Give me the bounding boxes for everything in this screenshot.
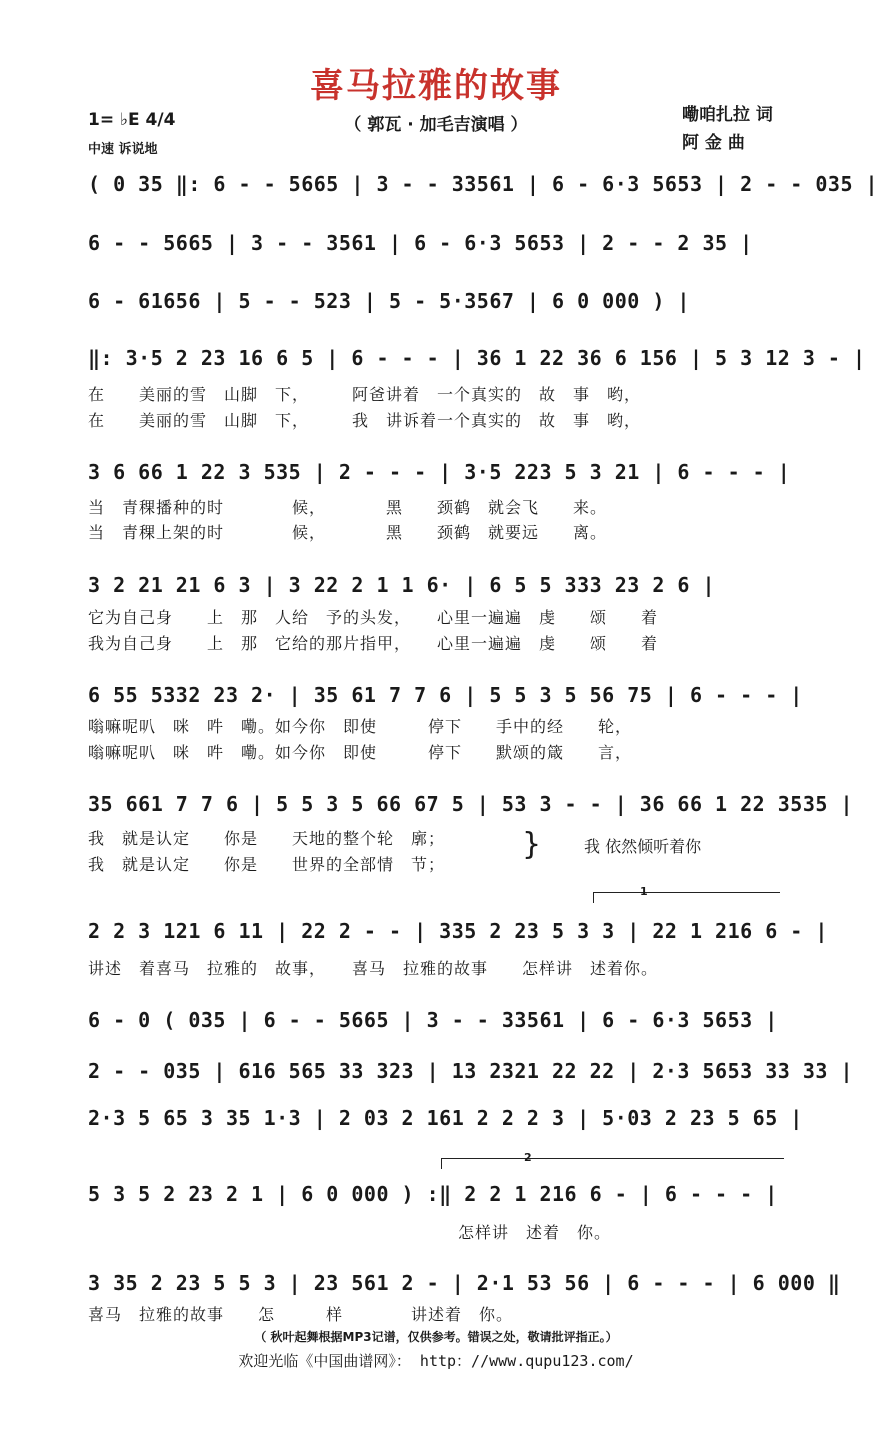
- lyric-line-5b: 当 青稞上架的时 候， 黑 颈鹤 就要远 离。: [88, 523, 608, 542]
- score-line-10: 6 - 0 ( 035 | 6 - - 5665 | 3 - - 33561 | 6 - 6·3 5653 |: [88, 1008, 778, 1032]
- lyric-line-4a: 在 美丽的雪 山脚 下， 阿爸讲着 一个真实的 故 事 哟，: [88, 385, 642, 404]
- lyric-line-7b: 嗡嘛呢叭 咪 吽 嘞。如今你 即使 停下 默颂的箴 言，: [88, 743, 633, 762]
- lyric-line-14: 喜马 拉雅的故事 怎 样 讲述着 你。: [88, 1305, 514, 1324]
- lyric-line-7a: 嗡嘛呢叭 咪 吽 嘞。如今你 即使 停下 手中的经 轮，: [88, 717, 633, 736]
- composer-credit: 阿 金 曲: [682, 133, 745, 153]
- score-line-12: 2·3 5 65 3 35 1·3 | 2 03 2 161 2 2 2 3 | 5·03 2 23 5 65 |: [88, 1106, 803, 1130]
- website-footer: 欢迎光临《中国曲谱网》： http：//www.qupu123.com/: [238, 1352, 634, 1370]
- key-signature: 1= ♭E 4/4: [88, 110, 176, 130]
- volta-number-2: 2: [524, 1151, 532, 1164]
- score-line-7: 6 55 5332 23 2· | 35 61 7 7 6 | 5 5 3 5 56 75 | 6 - - - |: [88, 683, 803, 707]
- lyric-line-13: 怎样讲 述着 你。: [458, 1223, 612, 1242]
- lyric-line-8a: 我 就是认定 你是 天地的整个轮 廓；: [88, 829, 446, 848]
- score-line-2: 6 - - 5665 | 3 - - 3561 | 6 - 6·3 5653 | 2 - - 2 35 |: [88, 231, 753, 255]
- score-line-3: 6 - 61656 | 5 - - 523 | 5 - 5·3567 | 6 0 000 ) |: [88, 289, 690, 313]
- transcription-note: （ 秋叶起舞根据MP3记谱，仅供参考。错误之处，敬请批评指正。）: [254, 1330, 618, 1344]
- lyric-line-8b: 我 就是认定 你是 世界的全部情 节；: [88, 855, 446, 874]
- score-line-13: 5 3 5 2 23 2 1 | 6 0 000 ) :‖ 2 2 1 216 6 - | 6 - - - |: [88, 1182, 778, 1206]
- score-line-14: 3 35 2 23 5 5 3 | 23 561 2 - | 2·1 53 56 | 6 - - - | 6 000 ‖: [88, 1271, 841, 1295]
- lyricist-credit: 嘞咱扎拉 词: [682, 105, 773, 125]
- lyric-line-8c: 我 依然倾听着你: [584, 837, 702, 856]
- volta-bracket-2: [441, 1158, 784, 1169]
- lyric-line-4b: 在 美丽的雪 山脚 下， 我 讲诉着一个真实的 故 事 哟，: [88, 411, 642, 430]
- brace: }: [522, 827, 542, 862]
- volta-bracket-1: [593, 892, 780, 903]
- lyric-line-6b: 我为自己身 上 那 它给的那片指甲， 心里一遍遍 虔 颂 着: [88, 634, 659, 653]
- tempo-marking: 中速 诉说地: [88, 142, 158, 157]
- lyric-line-6a: 它为自己身 上 那 人给 予的头发， 心里一遍遍 虔 颂 着: [88, 608, 659, 627]
- score-line-1: ( 0 35 ‖: 6 - - 5665 | 3 - - 33561 | 6 - 6·3 5653 | 2 - - 035 |: [88, 172, 878, 196]
- score-line-4: ‖: 3·5 2 23 16 6 5 | 6 - - - | 36 1 22 36 6 156 | 5 3 12 3 - |: [88, 346, 866, 370]
- song-title: 喜马拉雅的故事: [310, 66, 562, 106]
- score-line-5: 3 6 66 1 22 3 535 | 2 - - - | 3·5 223 5 3 21 | 6 - - - |: [88, 460, 791, 484]
- performer-subtitle: （ 郭瓦 · 加毛吉演唱 ）: [344, 115, 528, 135]
- score-line-11: 2 - - 035 | 616 565 33 323 | 13 2321 22 22 | 2·3 5653 33 33 |: [88, 1059, 854, 1083]
- lyric-line-9: 讲述 着喜马 拉雅的 故事， 喜马 拉雅的故事 怎样讲 述着你。: [88, 959, 659, 978]
- score-line-6: 3 2 21 21 6 3 | 3 22 2 1 1 6· | 6 5 5 333 23 2 6 |: [88, 573, 716, 597]
- lyric-line-5a: 当 青稞播种的时 候， 黑 颈鹤 就会飞 来。: [88, 498, 608, 517]
- score-line-9: 2 2 3 121 6 11 | 22 2 - - | 335 2 23 5 3 3 | 22 1 216 6 - |: [88, 919, 828, 943]
- score-line-8: 35 661 7 7 6 | 5 5 3 5 66 67 5 | 53 3 - - | 36 66 1 22 3535 |: [88, 792, 854, 816]
- volta-number-1: 1: [640, 885, 648, 898]
